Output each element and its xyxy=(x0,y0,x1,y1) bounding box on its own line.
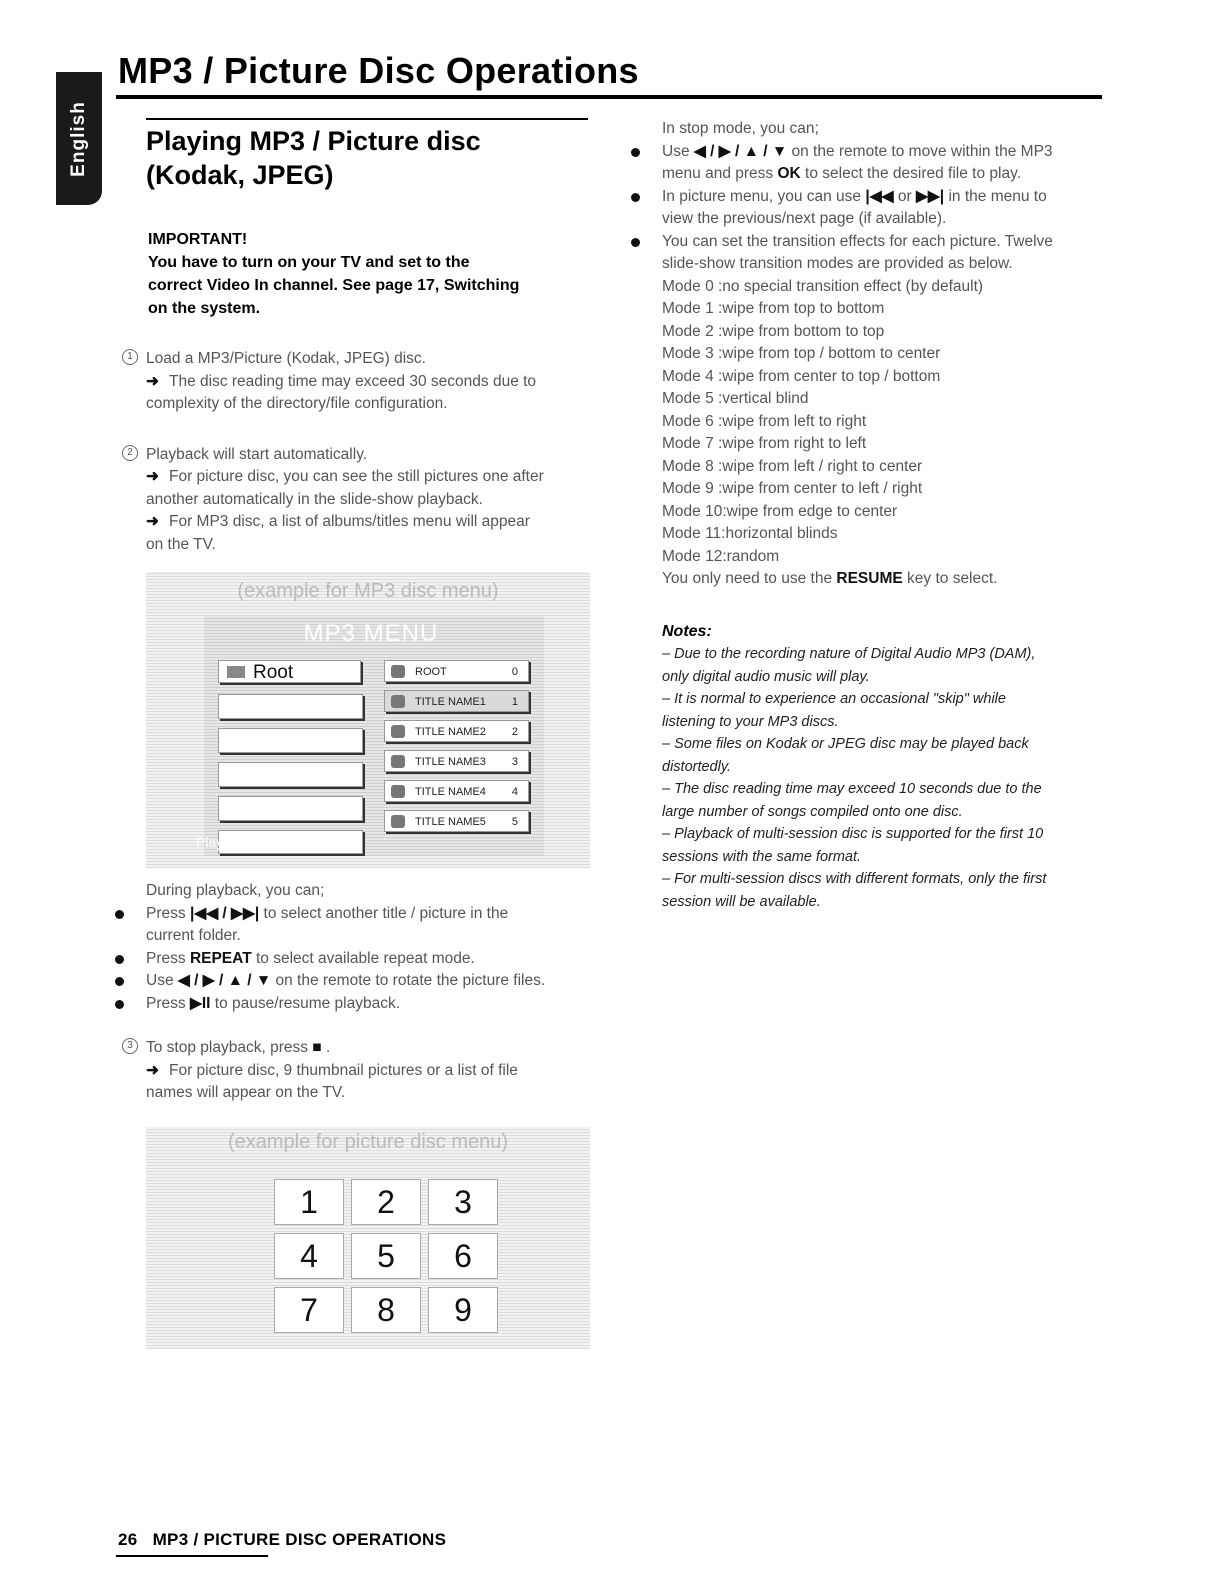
transition-mode: Mode 9 :wipe from center to left / right xyxy=(662,480,923,497)
left-column xyxy=(127,118,596,1349)
stop-key: ■ xyxy=(312,1039,322,1056)
arrow-icon: ➜ xyxy=(146,1061,159,1079)
note-line: large number of songs compiled onto one disc. xyxy=(662,803,963,820)
right-column xyxy=(662,118,1102,913)
language-tab xyxy=(56,72,102,205)
mp3-menu-illustration xyxy=(146,572,590,868)
menu-title-item xyxy=(384,690,529,712)
step-1 xyxy=(127,348,596,416)
note-line: sessions with the same format. xyxy=(662,848,862,865)
important-box xyxy=(148,228,596,320)
note-line: distortedly. xyxy=(662,758,732,775)
thumbnail-cell: 7 xyxy=(274,1287,344,1333)
menu-album-label: Root xyxy=(253,662,294,683)
ok-key: OK xyxy=(777,165,801,182)
folder-icon xyxy=(227,666,245,678)
page-number: 26 xyxy=(118,1530,138,1549)
disc-icon xyxy=(391,725,405,738)
note-line: only digital audio music will play. xyxy=(662,668,870,685)
arrow-icon: ➜ xyxy=(146,513,159,530)
mp3-menu-header: MP3 MENU xyxy=(303,620,439,647)
step-note: For MP3 disc, a list of albums/titles menu will appear xyxy=(169,513,530,530)
disc-icon xyxy=(391,695,405,708)
menu-title-number: 4 xyxy=(511,786,518,798)
important-label: IMPORTANT! xyxy=(148,231,248,248)
thumbnail-cell: 6 xyxy=(428,1233,498,1279)
menu-title-name: TITLE NAME2 xyxy=(415,726,486,738)
step-note: The disc reading time may exceed 30 seconds due to xyxy=(169,372,537,390)
page-footer xyxy=(118,1530,446,1550)
transition-mode: Mode 8 :wipe from left / right to center xyxy=(662,457,923,475)
transition-mode: Mode 10:wipe from edge to center xyxy=(662,502,898,520)
resume-key: RESUME xyxy=(836,570,903,587)
footer-title: MP3 / PICTURE DISC OPERATIONS xyxy=(152,1530,447,1549)
step-2 xyxy=(127,444,596,557)
next-key: ▶▶| xyxy=(915,187,945,205)
footer-rule xyxy=(116,1555,268,1557)
bullet-item: Press ▶II to pause/resume playback. xyxy=(146,993,596,1016)
step-note: complexity of the directory/file configuration. xyxy=(146,395,448,412)
disc-icon xyxy=(391,785,405,798)
step-number: 3 xyxy=(122,1038,138,1054)
thumbnail-cell: 2 xyxy=(351,1179,421,1225)
menu-title-name: ROOT xyxy=(415,666,447,678)
bullet-continuation: slide-show transition modes are provided as below. xyxy=(662,255,1013,272)
bullet-item: Press REPEAT to select available repeat mode. xyxy=(146,948,596,971)
disc-icon xyxy=(391,755,405,768)
important-line3: on the system. xyxy=(148,300,261,317)
thumbnail-cell: 5 xyxy=(351,1233,421,1279)
thumbnail-cell: 1 xyxy=(274,1179,344,1225)
transition-mode: Mode 0 :no special transition effect (by default) xyxy=(662,277,984,295)
thumbnail-cell: 4 xyxy=(274,1233,344,1279)
stop-mode-section xyxy=(662,118,1102,591)
menu-title-name: TITLE NAME3 xyxy=(415,756,486,768)
step-number: 1 xyxy=(122,349,138,365)
note-line: – For multi-session discs with different formats, only the first xyxy=(662,871,1047,887)
transition-mode: Mode 5 :vertical blind xyxy=(662,390,809,407)
note-line: – It is normal to experience an occasional "skip" while xyxy=(662,691,1006,707)
transition-mode: Mode 3 :wipe from top / bottom to center xyxy=(662,345,941,362)
folder-icon xyxy=(391,665,405,678)
note-line: listening to your MP3 discs. xyxy=(662,713,839,730)
play-pause-key: ▶II xyxy=(189,994,211,1012)
menu-title-number: 5 xyxy=(511,816,518,828)
picture-menu-caption: (example for picture disc menu) xyxy=(227,1130,509,1153)
menu-title-item xyxy=(384,750,529,772)
during-playback-intro: During playback, you can; xyxy=(146,882,325,899)
thumbnail-cell: 8 xyxy=(351,1287,421,1333)
important-line2: correct Video In channel. See page 17, Switching xyxy=(148,277,520,294)
step-number: 2 xyxy=(122,445,138,461)
picture-menu-illustration xyxy=(146,1127,590,1349)
language-tab-label: English xyxy=(68,100,89,177)
note-line: – The disc reading time may exceed 10 seconds due to the xyxy=(662,781,1042,797)
step-note: For picture disc, you can see the still pictures one after xyxy=(169,468,544,485)
menu-album-item xyxy=(218,796,363,821)
transition-mode: Mode 6 :wipe from left to right xyxy=(662,412,867,430)
step-3 xyxy=(127,1037,596,1105)
bullet-item: Press |◀◀ / ▶▶| to select another title / picture in the xyxy=(146,903,596,926)
step-text: Load a MP3/Picture (Kodak, JPEG) disc. xyxy=(146,350,426,367)
prev-next-keys: |◀◀ / ▶▶| xyxy=(189,904,260,922)
bullet-item: Use ◀ / ▶ / ▲ / ▼ on the remote to rotate the picture files. xyxy=(146,970,596,993)
transition-mode: Mode 11:horizontal blinds xyxy=(662,525,838,542)
menu-album-item xyxy=(218,660,361,683)
direction-keys: ◀ / ▶ / ▲ / ▼ xyxy=(177,972,272,989)
arrow-icon: ➜ xyxy=(146,372,159,390)
menu-title-item xyxy=(384,780,529,802)
title-rule xyxy=(116,95,1102,99)
bullet-continuation: current folder. xyxy=(146,927,241,944)
section-title xyxy=(146,118,588,192)
bullet-continuation: menu and press OK to select the desired file to play. xyxy=(662,165,1022,182)
prev-key: |◀◀ xyxy=(865,187,894,205)
note-line: – Some files on Kodak or JPEG disc may be played back xyxy=(662,736,1029,752)
menu-title-item xyxy=(384,810,529,832)
step-text: Playback will start automatically. xyxy=(146,445,368,463)
menu-title-number: 2 xyxy=(511,726,518,738)
important-line1: You have to turn on your TV and set to the xyxy=(148,254,470,271)
bullet-continuation: view the previous/next page (if available). xyxy=(662,210,947,227)
transition-mode: Mode 12:random xyxy=(662,547,780,565)
menu-album-item xyxy=(218,694,363,719)
menu-title-number: 1 xyxy=(511,696,518,708)
menu-title-name: TITLE NAME5 xyxy=(415,816,486,828)
transition-mode: Mode 7 :wipe from right to left xyxy=(662,435,867,452)
step-note: names will appear on the TV. xyxy=(146,1084,346,1101)
notes-heading: Notes: xyxy=(662,622,712,640)
transition-mode: Mode 2 :wipe from bottom to top xyxy=(662,322,885,340)
mp3-menu-footer: Playback Stop xyxy=(196,834,286,850)
note-line: session will be available. xyxy=(662,893,821,910)
menu-title-item xyxy=(384,660,529,682)
menu-album-item xyxy=(218,762,363,787)
bullet-item: In picture menu, you can use |◀◀ or ▶▶| in the menu to xyxy=(662,186,1102,209)
direction-keys: ◀ / ▶ / ▲ / ▼ xyxy=(693,142,788,160)
notes-section xyxy=(662,621,1102,914)
repeat-key: REPEAT xyxy=(189,949,252,967)
menu-title-number: 3 xyxy=(511,756,518,768)
bullet-item: Use ◀ / ▶ / ▲ / ▼ on the remote to move within the MP3 xyxy=(662,141,1102,164)
step-text: To stop playback, press ■ . xyxy=(146,1039,331,1056)
note-line: – Playback of multi-session disc is supported for the first 10 xyxy=(662,826,1044,842)
menu-title-name: TITLE NAME1 xyxy=(415,696,486,708)
step-note: on the TV. xyxy=(146,535,216,553)
page-title: MP3 / Picture Disc Operations xyxy=(118,50,639,91)
stop-mode-intro: In stop mode, you can; xyxy=(662,120,819,137)
during-playback xyxy=(146,880,596,1015)
note-line: – Due to the recording nature of Digital Audio MP3 (DAM), xyxy=(662,646,1036,662)
menu-album-item xyxy=(218,728,363,753)
section-title-line1: Playing MP3 / Picture disc xyxy=(146,126,481,156)
menu-title-name: TITLE NAME4 xyxy=(415,786,486,798)
section-title-line2: (Kodak, JPEG) xyxy=(146,160,334,190)
transition-mode: Mode 4 :wipe from center to top / bottom xyxy=(662,367,941,385)
disc-icon xyxy=(391,815,405,828)
step-note: another automatically in the slide-show playback. xyxy=(146,490,483,508)
menu-title-number: 0 xyxy=(511,666,518,678)
mp3-menu-caption: (example for MP3 disc menu) xyxy=(237,580,499,602)
arrow-icon: ➜ xyxy=(146,468,159,485)
bullet-item: You can set the transition effects for each picture. Twelve xyxy=(662,231,1102,254)
step-note: For picture disc, 9 thumbnail pictures or a list of file xyxy=(169,1061,518,1079)
resume-line: You only need to use the RESUME key to select. xyxy=(662,570,998,587)
transition-mode: Mode 1 :wipe from top to bottom xyxy=(662,300,885,317)
thumbnail-cell: 3 xyxy=(428,1179,498,1225)
thumbnail-cell: 9 xyxy=(428,1287,498,1333)
menu-title-item xyxy=(384,720,529,742)
